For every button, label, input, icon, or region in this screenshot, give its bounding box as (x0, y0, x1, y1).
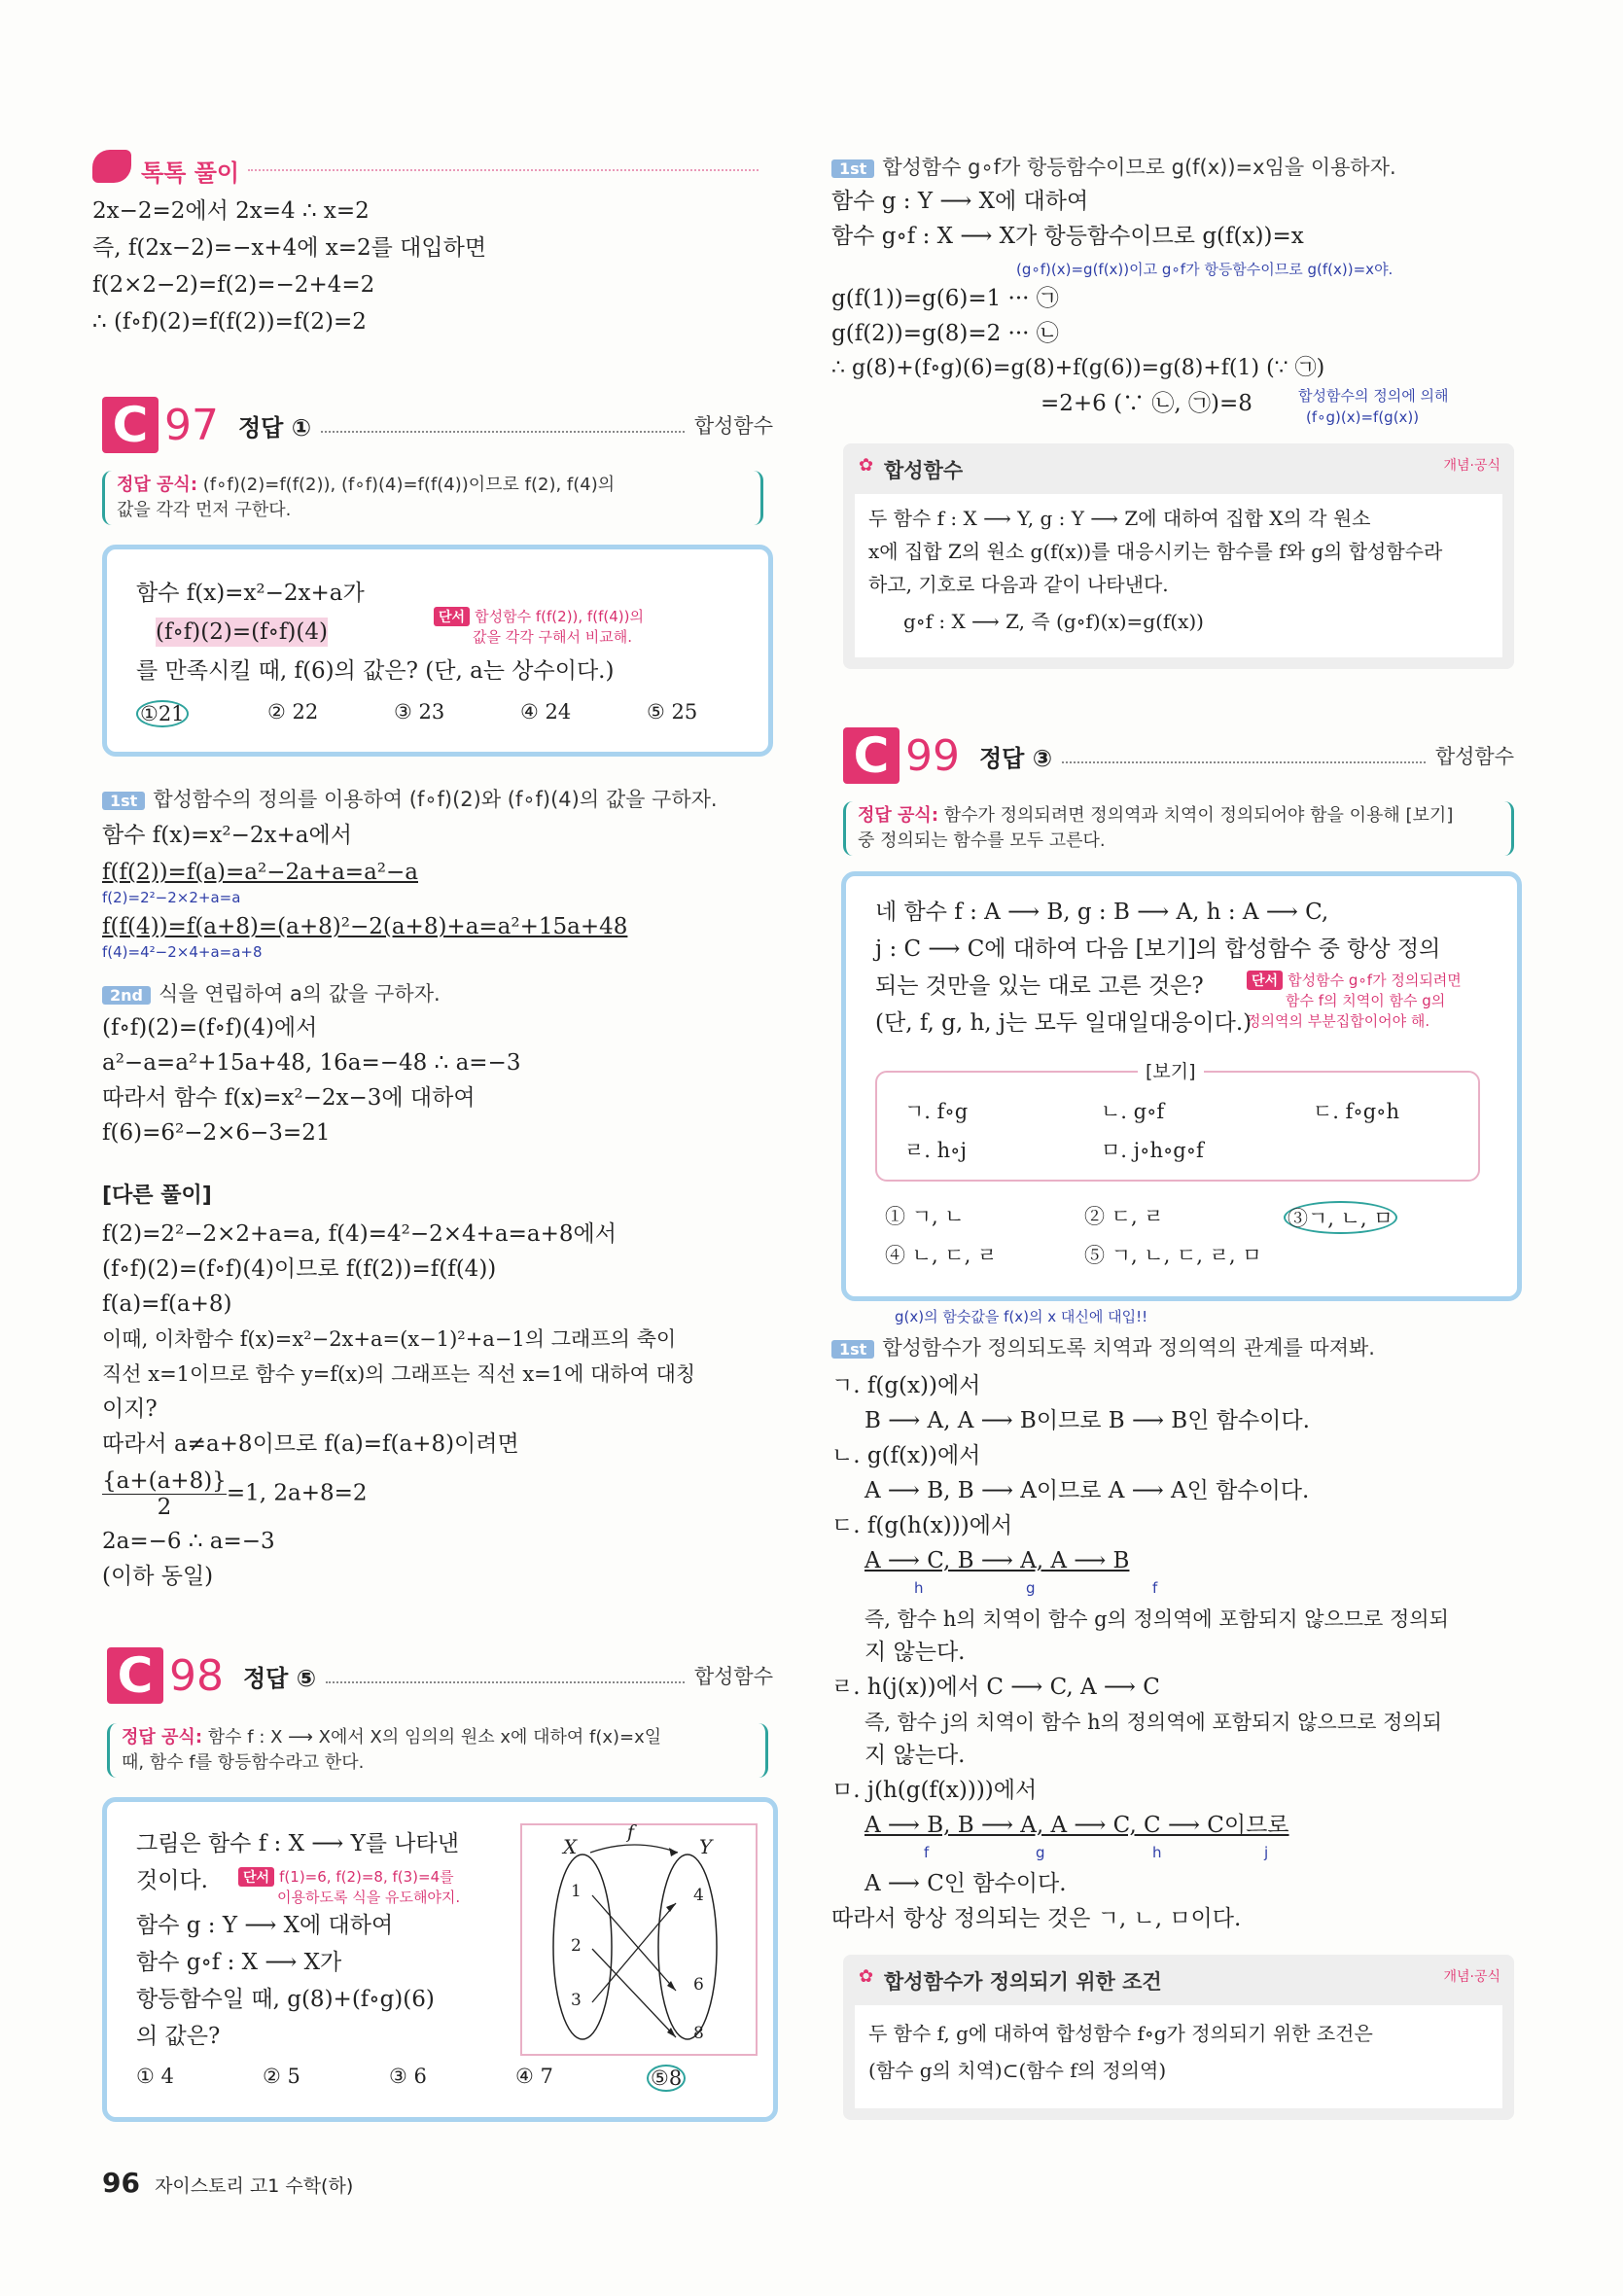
c99-sol-line: 지 않는다. (864, 1640, 966, 1665)
bogi-item: ㄴ. g∘f (1101, 1100, 1165, 1123)
c99-formula-text: 함수가 정의되려면 정의역과 치역이 정의되어야 함을 이용해 [보기] (943, 805, 1454, 826)
map-arrow-2-8 (592, 1949, 676, 2037)
flower-icon: ✿ (859, 1966, 874, 1987)
concept-line: 두 함수 f : X ⟶ Y, g : Y ⟶ Z에 대하여 집합 X의 각 원소 (868, 507, 1371, 530)
c99-sol-line: 즉, 함수 j의 치역이 함수 h의 정의역에 포함되지 않으므로 정의되 (864, 1711, 1442, 1734)
flower-icon: ✿ (859, 455, 874, 476)
toktok-title: 톡톡 풀이 (141, 159, 240, 187)
c98-hint-tag: 단서 (238, 1867, 274, 1887)
c99-hint (1247, 970, 1462, 1031)
c98-formula (107, 1723, 768, 1778)
f-arrow-head (669, 1848, 678, 1856)
c98-step1 (831, 152, 1396, 181)
toktok-line: ∴ (f∘f)(2)=f(f(2))=f(2)=2 (92, 309, 367, 335)
c98-hint-line: 이용하도록 식을 유도해야지. (277, 1889, 461, 1906)
c98-step1-text: 합성함수 g∘f가 항등함수이므로 g(f(x))=x임을 이용하자. (882, 156, 1396, 179)
toktok-divider (248, 169, 759, 171)
c97-problem-box (102, 545, 773, 757)
c99-answer: 정답 ③ (979, 744, 1053, 772)
arrow-label: g (1036, 1844, 1045, 1861)
c98-step1-tag: 1st (831, 159, 874, 178)
c98-answer: 정답 ⑤ (243, 1664, 317, 1692)
c97-alt-line: 이지? (102, 1396, 158, 1422)
c97-frac-rest: =1, 2a+8=2 (226, 1480, 368, 1506)
c97-frac-den: 2 (157, 1495, 172, 1520)
c99-option-3[interactable] (1284, 1201, 1397, 1234)
c99-problem-line: 되는 것만을 있는 대로 고른 것은? (875, 973, 1204, 999)
c98-option-2[interactable]: ② 5 (263, 2065, 300, 2088)
toktok-line: 즉, f(2x−2)=−x+4에 x=2를 대입하면 (92, 235, 487, 261)
c98-problem-line: 의 값은? (136, 2024, 221, 2049)
c98-sol-line: g(f(2))=g(8)=2 ··· ㉡ (831, 321, 1059, 346)
c99-sol-line: 즉, 함수 h의 치역이 함수 g의 정의역에 포함되지 않으므로 정의되 (864, 1607, 1449, 1631)
c99-formula (843, 801, 1514, 856)
book-title: 자이스토리 고1 수학(하) (155, 2175, 354, 2197)
c98-sol-tip: (f∘g)(x)=f(g(x)) (1306, 408, 1420, 426)
c97-number: 97 (164, 400, 219, 450)
c99-hint-line: 합성함수 g∘f가 정의되려면 (1288, 971, 1462, 989)
bogi-item: ㄹ. h∘j (904, 1139, 967, 1162)
c99-header (843, 727, 1514, 784)
c97-option-4[interactable]: ④ 24 (520, 700, 572, 724)
c98-header (107, 1647, 773, 1704)
c98-problem-line: 함수 g : Y ⟶ X에 대하여 (136, 1913, 394, 1938)
concept-line: 두 함수 f, g에 대하여 합성함수 f∘g가 정의되기 위한 조건은 (868, 2022, 1373, 2045)
map-arrow-3-4-head (666, 1903, 676, 1912)
c98-sol-line: 함수 g∘f : X ⟶ X가 항등함수이므로 g(f(x))=x (831, 224, 1304, 249)
c97-step2-text: 식을 연립하여 a의 값을 구하자. (158, 982, 441, 1006)
concept-line: x에 집합 Z의 원소 g(f(x))를 대응시키는 함수를 f와 g의 합성함수라 (868, 540, 1443, 563)
c98-option-3[interactable]: ③ 6 (389, 2065, 427, 2088)
c97-problem-line: (f∘f)(2)=(f∘f)(4) (156, 619, 328, 645)
c97-alt-end: 2a=−6 ∴ a=−3 (102, 1529, 275, 1554)
c97-alt-line: 직선 x=1이므로 함수 y=f(x)의 그래프는 직선 x=1에 대하여 대칭 (102, 1362, 696, 1386)
f-arrow-curve (590, 1845, 678, 1853)
arrow-label: f (924, 1844, 930, 1861)
bogi-item: ㄱ. f∘g (904, 1100, 969, 1123)
c97-option-2[interactable]: ② 22 (267, 700, 319, 724)
c99-sol-line: A ⟶ B, B ⟶ A이므로 A ⟶ A인 함수이다. (864, 1478, 1310, 1503)
c97-hint-line: 값을 각각 구해서 비교해. (473, 628, 632, 646)
mapping-svg (522, 1825, 756, 2054)
c99-sol-line: ㄱ. f(g(x))에서 (831, 1373, 981, 1398)
c98-formula-text: 함수 f : X ⟶ X에서 X의 임의의 원소 x에 대하여 f(x)=x일 (207, 1727, 662, 1748)
c99-label: C (843, 727, 900, 784)
c99-problem-line: 네 함수 f : A ⟶ B, g : B ⟶ A, h : A ⟶ C, (875, 900, 1329, 925)
diagram-x-element: 1 (571, 1882, 582, 1901)
arrow-label: j (1264, 1844, 1269, 1861)
c97-frac-num: {a+(a+8)} (102, 1468, 227, 1494)
c98-problem-line: 항등함수일 때, g(8)+(f∘g)(6) (136, 1987, 435, 2012)
diagram-x-label: X (563, 1835, 578, 1858)
c98-problem-line: 그림은 함수 f : X ⟶ Y를 나타낸 (136, 1831, 459, 1856)
c97-alt-fraction (102, 1468, 368, 1520)
c98-option-4[interactable]: ④ 7 (515, 2065, 553, 2088)
concept-line: 하고, 기호로 다음과 같이 나타낸다. (868, 573, 1169, 596)
c99-option-1[interactable]: ① ㄱ, ㄴ (885, 1205, 965, 1228)
c97-step2-tag: 2nd (102, 986, 151, 1005)
c99-option-label: ③ㄱ, ㄴ, ㅁ (1284, 1201, 1397, 1234)
c99-leader (1062, 748, 1426, 763)
concept-body (855, 2005, 1502, 2108)
bogi-item: ㅁ. j∘h∘g∘f (1101, 1139, 1204, 1162)
c97-alt-line: f(2)=2²−2×2+a=a, f(4)=4²−2×4+a=a+8에서 (102, 1221, 617, 1247)
c99-number: 99 (905, 730, 960, 781)
concept-composite-function (843, 443, 1514, 669)
arrow-label: f (1152, 1579, 1158, 1597)
diagram-y-label: Y (699, 1835, 713, 1858)
c99-sol-line: ㅁ. j(h(g(f(x))))에서 (831, 1778, 1038, 1803)
set-y-ellipse (658, 1854, 717, 2039)
c98-mapping-diagram (520, 1823, 758, 2056)
c98-hint-line: f(1)=6, f(2)=8, f(3)=4를 (279, 1868, 454, 1886)
c97-problem-line: 를 만족시킬 때, f(6)의 값은? (단, a는 상수이다.) (136, 658, 615, 684)
c97-answer: 정답 ① (238, 413, 312, 442)
c97-header (102, 397, 773, 453)
c98-option-label: ⑤8 (647, 2065, 686, 2092)
c97-option-label: ①21 (136, 700, 189, 727)
c97-leader (321, 417, 685, 433)
c97-option-3[interactable]: ③ 23 (394, 700, 445, 724)
page-number: 96 (102, 2167, 140, 2199)
c97-s1-line: f(f(4))=f(a+8)=(a+8)²−2(a+8)+a=a²+15a+48 (102, 914, 628, 939)
c98-formula-label: 정답 공식: (122, 1727, 203, 1748)
c97-hint (434, 606, 644, 647)
c97-step1-tag: 1st (102, 792, 145, 810)
c99-bogi-box (875, 1071, 1480, 1182)
c99-sol-line: A ⟶ B, B ⟶ A, A ⟶ C, C ⟶ C이므로 (864, 1813, 1289, 1838)
c98-hint (238, 1866, 460, 1907)
c97-formula-text2: 값을 각각 먼저 구한다. (117, 500, 292, 520)
c97-alt-end: (이하 동일) (102, 1564, 214, 1589)
c99-hint-tag: 단서 (1247, 971, 1283, 990)
arrow-label: h (914, 1579, 924, 1597)
c97-s1-tip: f(4)=4²−2×4+a=a+8 (102, 943, 263, 961)
c97-alt-line: 이때, 이차함수 f(x)=x²−2x+a=(x−1)²+a−1의 그래프의 축이 (102, 1327, 677, 1351)
concept-line: g∘f : X ⟶ Z, 즉 (g∘f)(x)=g(f(x)) (903, 610, 1204, 633)
c97-alt-line: f(a)=f(a+8) (102, 1291, 232, 1317)
c98-sol-tip: (g∘f)(x)=g(f(x))이고 g∘f가 항등함수이므로 g(f(x))=x야. (1016, 261, 1394, 278)
c98-problem-line: 함수 g∘f : X ⟶ X가 (136, 1950, 342, 1975)
c99-category: 합성함수 (1434, 745, 1514, 768)
c99-tip-top: g(x)의 함숫값을 f(x)의 x 대신에 대입!! (895, 1308, 1148, 1325)
c97-s1-tip: f(2)=2²−2×2+a=a (102, 889, 241, 906)
c97-step1 (102, 784, 718, 813)
c99-problem-line: (단, f, g, h, j는 모두 일대일대응이다.) (875, 1010, 1253, 1036)
map-arrow-1-6 (592, 1895, 676, 1991)
concept-composition-condition (843, 1955, 1514, 2120)
page-footer (102, 2167, 353, 2199)
c98-option-5[interactable] (647, 2065, 686, 2092)
set-x-ellipse (553, 1854, 612, 2039)
c99-formula-text2: 중 정의되는 함수를 모두 고른다. (858, 830, 1106, 851)
c99-sol-line: 지 않는다. (864, 1743, 966, 1768)
c98-formula-text2: 때, 함수 f를 항등함수라고 한다. (122, 1752, 365, 1773)
c97-s2-line: 따라서 함수 f(x)=x²−2x−3에 대하여 (102, 1085, 476, 1111)
c97-s2-line: a²−a=a²+15a+48, 16a=−48 ∴ a=−3 (102, 1050, 521, 1076)
c97-category: 합성함수 (693, 414, 773, 438)
c97-step1-text: 합성함수의 정의를 이용하여 (f∘f)(2)와 (f∘f)(4)의 값을 구하자. (153, 788, 718, 811)
c99-sol-line: A ⟶ C인 함수이다. (864, 1871, 1067, 1896)
c99-problem-line: j : C ⟶ C에 대하여 다음 [보기]의 합성함수 중 항상 정의 (875, 936, 1441, 962)
c98-leader (326, 1668, 685, 1683)
concept-badge: 개념·공식 (1443, 458, 1500, 474)
c97-alt-line: 따라서 a≠a+8이므로 f(a)=f(a+8)이려면 (102, 1431, 519, 1457)
c98-sol-tip: 합성함수의 정의에 의해 (1298, 387, 1449, 405)
c98-label: C (107, 1647, 163, 1704)
map-arrow-3-4 (592, 1903, 676, 2002)
c99-formula-label: 정답 공식: (858, 805, 939, 826)
arrow-label: g (1026, 1579, 1036, 1597)
c99-hint-line: 함수 f의 치역이 함수 g의 (1286, 992, 1446, 1009)
c98-problem-line: 것이다. (136, 1868, 208, 1893)
c97-label: C (102, 397, 159, 453)
c97-s1-line: 함수 f(x)=x²−2x+a에서 (102, 823, 352, 848)
c97-alt-line: (f∘f)(2)=(f∘f)(4)이므로 f(f(2))=f(f(4)) (102, 1256, 497, 1282)
concept-title: 합성함수가 정의되기 위한 조건 (884, 1970, 1162, 1994)
c97-formula (102, 471, 763, 525)
c99-step1-tag: 1st (831, 1340, 874, 1359)
c97-option-1[interactable] (136, 700, 189, 727)
c99-sol-line: 따라서 항상 정의되는 것은 ㄱ, ㄴ, ㅁ이다. (831, 1906, 1242, 1931)
c97-problem-line: 함수 f(x)=x²−2x+a가 (136, 581, 365, 606)
c98-problem-box (102, 1797, 778, 2122)
diagram-x-element: 3 (571, 1991, 582, 2010)
c99-problem-box (841, 871, 1522, 1301)
diagram-y-element: 8 (693, 2024, 704, 2043)
c99-sol-line: ㄴ. g(f(x))에서 (831, 1443, 981, 1468)
toktok-header (92, 148, 763, 187)
c98-sol-line: 함수 g : Y ⟶ X에 대하여 (831, 189, 1089, 214)
c97-formula-label: 정답 공식: (117, 475, 198, 495)
c98-category: 합성함수 (693, 1665, 773, 1688)
c99-sol-line: ㄷ. f(g(h(x)))에서 (831, 1513, 1013, 1538)
c98-number: 98 (169, 1650, 224, 1701)
c99-option-2[interactable]: ② ㄷ, ㄹ (1084, 1205, 1164, 1228)
c98-sol-line: =2+6 (∵ ㉡, ㉠)=8 (1041, 391, 1253, 416)
c99-bogi-title: [보기] (1138, 1057, 1204, 1083)
diagram-x-element: 2 (571, 1936, 582, 1956)
c97-hint-line: 합성함수 f(f(2)), f(f(4))의 (475, 608, 644, 625)
c99-option-4[interactable]: ④ ㄴ, ㄷ, ㄹ (885, 1244, 998, 1267)
concept-line: (함수 g의 치역)⊂(함수 f의 정의역) (868, 2059, 1167, 2082)
c97-option-5[interactable]: ⑤ 25 (647, 700, 698, 724)
concept-title: 합성함수 (884, 459, 964, 482)
arrow-label: h (1152, 1844, 1162, 1861)
c97-alt-title: [다른 풀이] (102, 1183, 212, 1208)
c99-hint-line: 정의역의 부분집합이어야 해. (1247, 1012, 1430, 1030)
c98-sol-line: g(f(1))=g(6)=1 ··· ㉠ (831, 286, 1059, 311)
c98-option-1[interactable]: ① 4 (136, 2065, 174, 2088)
c99-sol-line: B ⟶ A, A ⟶ B이므로 B ⟶ B인 함수이다. (864, 1408, 1310, 1433)
c99-step1 (831, 1332, 1375, 1361)
diagram-f-label: f (627, 1821, 635, 1843)
c99-sol-line: ㄹ. h(j(x))에서 C ⟶ C, A ⟶ C (831, 1675, 1160, 1700)
c99-option-5[interactable]: ⑤ ㄱ, ㄴ, ㄷ, ㄹ, ㅁ (1084, 1244, 1262, 1267)
diagram-y-element: 4 (693, 1886, 704, 1905)
diagram-y-element: 6 (693, 1975, 704, 1995)
concept-badge: 개념·공식 (1443, 1969, 1500, 1985)
c98-sol-line: ∴ g(8)+(f∘g)(6)=g(8)+f(g(6))=g(8)+f(1) (∵ ㉠) (831, 356, 1325, 380)
c99-step1-text: 합성함수가 정의되도록 치역과 정의역의 관계를 따져봐. (882, 1336, 1375, 1360)
toktok-line: f(2×2−2)=f(2)=−2+4=2 (92, 272, 375, 298)
bogi-item: ㄷ. f∘g∘h (1313, 1100, 1399, 1123)
c97-s2-line: (f∘f)(2)=(f∘f)(4)에서 (102, 1015, 318, 1041)
c97-hint-tag: 단서 (434, 607, 470, 626)
c97-formula-text: (f∘f)(2)=f(f(2)), (f∘f)(4)=f(f(4))이므로 f(2), f(4)의 (202, 475, 616, 495)
toktok-icon (92, 150, 131, 183)
c99-sol-line: A ⟶ C, B ⟶ A, A ⟶ B (864, 1548, 1130, 1573)
concept-body (855, 494, 1502, 657)
c97-step2 (102, 978, 441, 1007)
toktok-line: 2x−2=2에서 2x=4 ∴ x=2 (92, 198, 370, 224)
c97-s1-line: f(f(2))=f(a)=a²−2a+a=a²−a (102, 860, 418, 885)
c97-s2-line: f(6)=6²−2×6−3=21 (102, 1120, 331, 1146)
